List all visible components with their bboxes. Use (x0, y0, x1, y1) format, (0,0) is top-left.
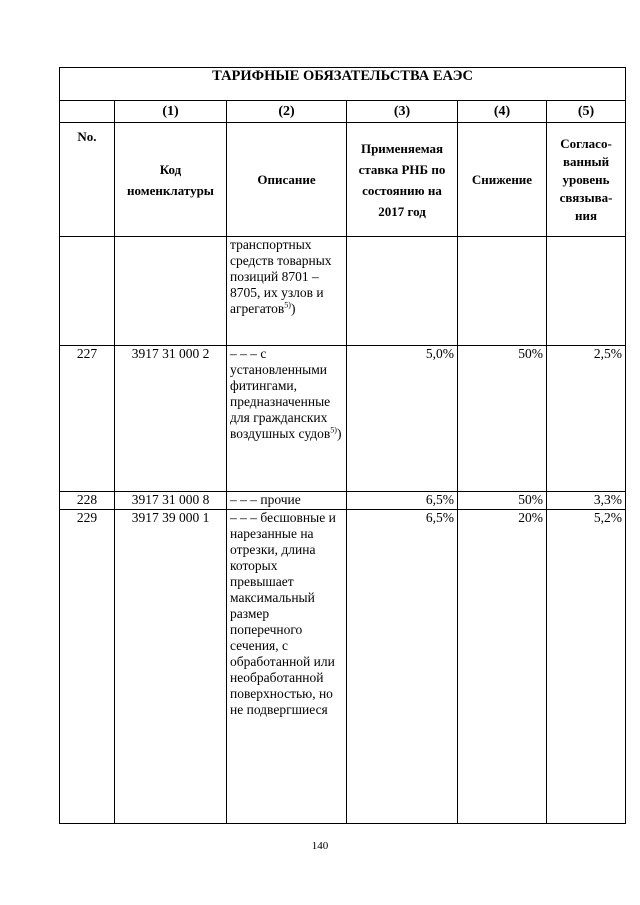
row-no (60, 237, 115, 346)
closing-paren: ) (290, 301, 296, 316)
table-row (60, 237, 626, 346)
column-number: (3) (347, 101, 458, 123)
row-reduction: 20% (458, 510, 547, 824)
header-description: Описание (227, 123, 347, 237)
title-row (60, 68, 626, 101)
row-bound: 2,5% (547, 346, 626, 492)
table-title: ТАРИФНЫЕ ОБЯЗАТЕЛЬСТВА ЕАЭС (60, 68, 626, 101)
row-description (227, 237, 347, 346)
row-rate: 6,5% (347, 492, 458, 510)
page-number: 140 (311, 840, 329, 852)
header-row (60, 123, 626, 237)
row-code (115, 237, 227, 346)
row-description: – – – бесшовные и нарезанные на отрезки, длина которых превышает максимальный размер поперечного сечения, с обработанной или необработанной поверхностью, но не подвергшиеся (227, 510, 347, 824)
description-text: – – – с установленными фитингами, предназначенные для гражданских воздушных судов (230, 346, 331, 441)
row-reduction: 50% (458, 346, 547, 492)
column-number-row (60, 101, 626, 123)
row-bound (547, 237, 626, 346)
row-rate: 6,5% (347, 510, 458, 824)
row-reduction: 50% (458, 492, 547, 510)
footnote-ref: 5) (330, 425, 337, 435)
row-no: 227 (60, 346, 115, 492)
row-rate (347, 237, 458, 346)
column-number: (5) (547, 101, 626, 123)
header-applied-rate: Применяемая ставка РНБ по состоянию на 2017 год (347, 123, 458, 237)
row-code: 3917 39 000 1 (115, 510, 227, 824)
table-row (60, 492, 626, 510)
header-no: No. (60, 123, 115, 237)
row-no: 228 (60, 492, 115, 510)
table-row (60, 510, 626, 824)
row-description (227, 346, 347, 492)
row-code: 3917 31 000 2 (115, 346, 227, 492)
closing-paren: ) (336, 426, 342, 441)
column-number (60, 101, 115, 123)
row-code: 3917 31 000 8 (115, 492, 227, 510)
column-number: (2) (227, 101, 347, 123)
row-no: 229 (60, 510, 115, 824)
header-reduction: Снижение (458, 123, 547, 237)
column-number: (1) (115, 101, 227, 123)
footnote-ref: 5) (284, 300, 291, 310)
header-code: Код номенклатуры (115, 123, 227, 237)
row-description: – – – прочие (227, 492, 347, 510)
description-text: транспортных средств товарных позиций 8701 – 8705, их узлов и агрегатов (230, 237, 332, 316)
row-rate: 5,0% (347, 346, 458, 492)
table-row (60, 346, 626, 492)
column-number: (4) (458, 101, 547, 123)
row-bound: 3,3% (547, 492, 626, 510)
tariff-table (59, 67, 626, 824)
row-bound: 5,2% (547, 510, 626, 824)
header-bound-level: Согласо-ванный уровень связыва-ния (547, 123, 626, 237)
row-reduction (458, 237, 547, 346)
